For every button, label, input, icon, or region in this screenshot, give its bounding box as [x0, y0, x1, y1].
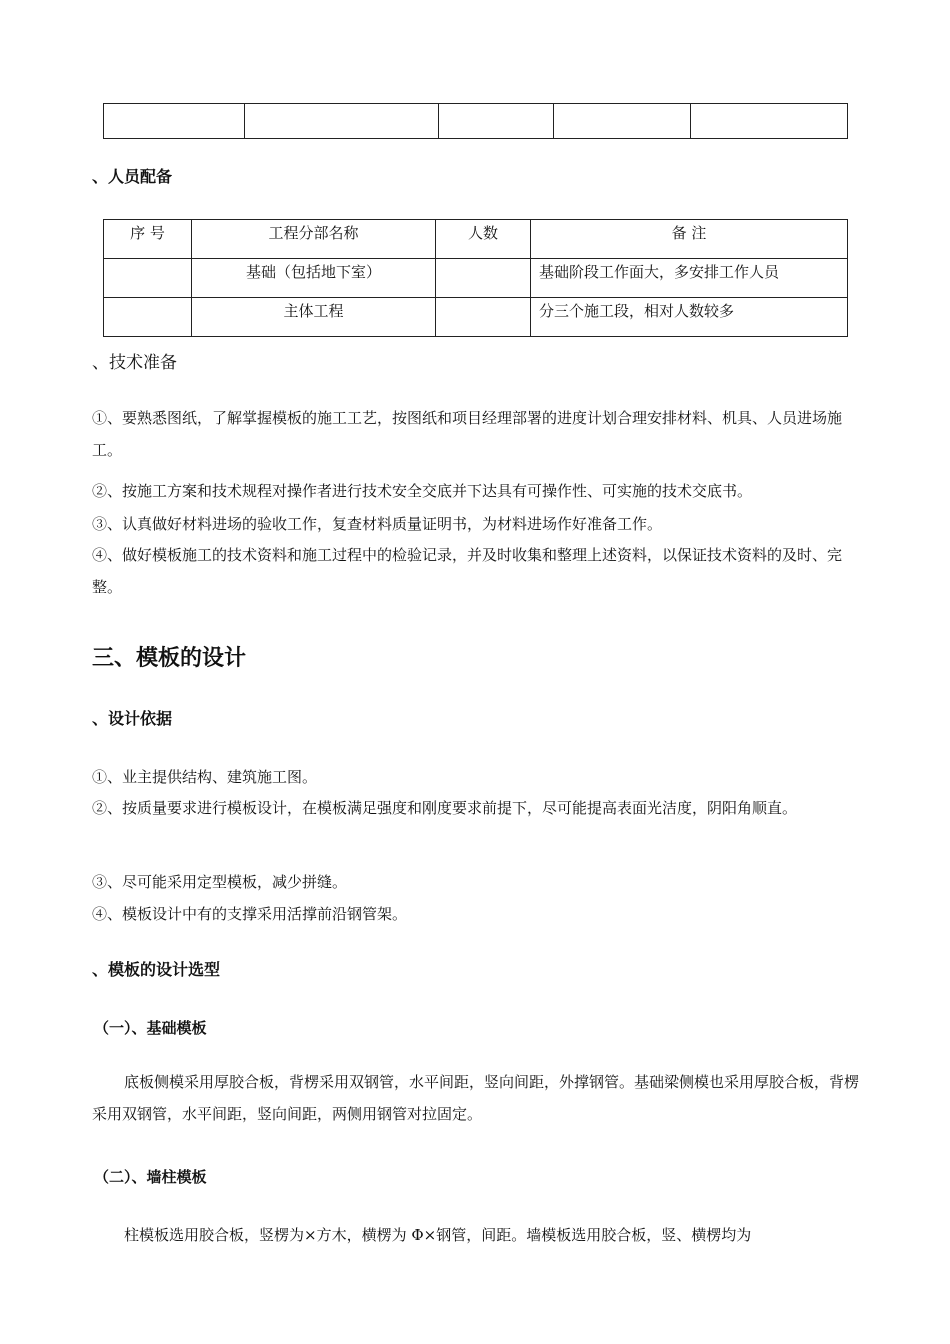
table-cell: 主体工程	[192, 298, 436, 337]
basis-item-3: ③、尽可能采用定型模板，减少拼缝。	[92, 873, 348, 891]
table-cell: 基础阶段工作面大，多安排工作人员	[531, 259, 848, 298]
table-cell	[104, 298, 192, 337]
table-header-row	[104, 220, 848, 259]
basis-heading: 、设计依据	[92, 709, 173, 728]
tech-item-4: ④、做好模板施工的技术资料和施工过程中的检验记录，并及时收集和整理上述资料，以保证技术资料的及时、完整。	[92, 546, 843, 596]
basis-item-2: ②、按质量要求进行模板设计，在模板满足强度和刚度要求前提下，尽可能提高表面光洁度，阴阳角顺直。	[92, 799, 798, 817]
table-cell	[104, 104, 245, 139]
selection-heading: 、模板的设计选型	[92, 960, 221, 979]
table-row	[104, 259, 848, 298]
tech-heading: 、技术准备	[92, 353, 177, 373]
table-cell	[554, 104, 691, 139]
staff-heading: 、人员配备	[92, 167, 173, 186]
chapter-title: 三、模板的设计	[92, 646, 247, 671]
tech-item-2: ②、按施工方案和技术规程对操作者进行技术安全交底并下达具有可操作性、可实施的技术交底书。	[92, 482, 753, 500]
wall-column-text: 柱模板选用胶合板，竖楞为×方木，横楞为 Φ×钢管，间距。墙模板选用胶合板，竖、横楞均为	[124, 1226, 752, 1244]
column-header: 人数	[436, 220, 531, 259]
staff-table	[103, 219, 848, 337]
wall-column-heading: （二）、墙柱模板	[94, 1168, 207, 1186]
foundation-heading: （一）、基础模板	[94, 1019, 207, 1037]
table-cell	[436, 298, 531, 337]
basis-item-4: ④、模板设计中有的支撑采用活撑前沿钢管架。	[92, 905, 408, 923]
tech-item-1: ①、要熟悉图纸，了解掌握模板的施工工艺，按图纸和项目经理部署的进度计划合理安排材料、机具、人员进场施工。	[92, 409, 843, 459]
table-cell	[436, 259, 531, 298]
column-header: 工程分部名称	[192, 220, 436, 259]
table-cell: 分三个施工段，相对人数较多	[531, 298, 848, 337]
table-cell	[245, 104, 439, 139]
table-row	[104, 298, 848, 337]
tech-item-3: ③、认真做好材料进场的验收工作，复查材料质量证明书，为材料进场作好准备工作。	[92, 515, 663, 533]
top-table	[103, 103, 848, 139]
table-row	[104, 104, 848, 139]
foundation-text: 底板侧模采用厚胶合板，背楞采用双钢管，水平间距，竖向间距，外撑钢管。基础梁侧模也采用厚胶合板，背楞采用双钢管，水平间距，竖向间距，两侧用钢管对拉固定。	[92, 1073, 860, 1123]
column-header: 序 号	[104, 220, 192, 259]
table-cell	[439, 104, 554, 139]
table-cell: 基础（包括地下室）	[192, 259, 436, 298]
table-cell	[691, 104, 848, 139]
basis-item-1: ①、业主提供结构、建筑施工图。	[92, 768, 318, 786]
table-cell	[104, 259, 192, 298]
column-header: 备 注	[531, 220, 848, 259]
